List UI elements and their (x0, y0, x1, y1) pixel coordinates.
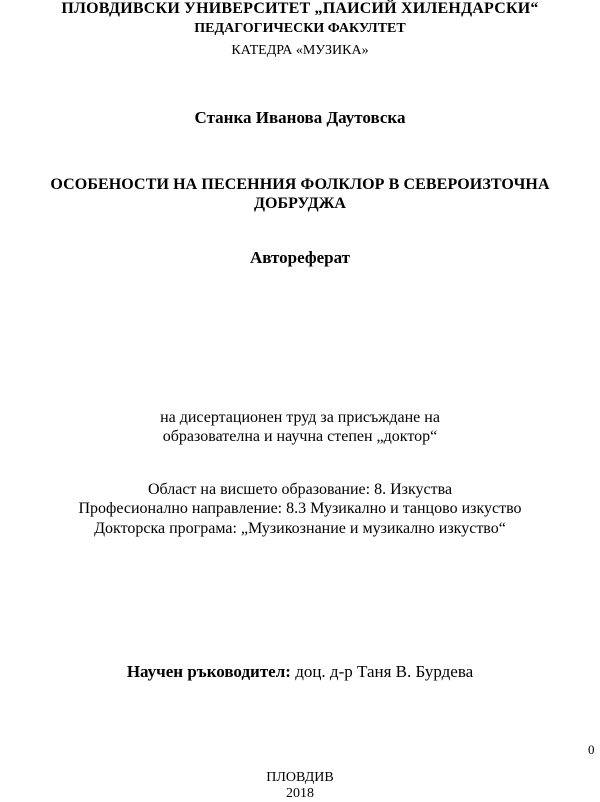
supervisor-line (0, 662, 600, 682)
department-name: КАТЕДРА «МУЗИКА» (231, 43, 369, 58)
university-name: ПЛОВДИВСКИ УНИВЕРСИТЕТ „ПАИСИЙ ХИЛЕНДАРСКИ“ (61, 0, 539, 17)
author-name: Станка Иванова Даутовска (194, 108, 406, 127)
footer-city: ПЛОВДИВ (266, 770, 334, 785)
thesis-title-line-2: ДОБРУДЖА (254, 195, 346, 212)
page-number: 0 (588, 742, 595, 757)
supervisor-name: доц. д-р Таня В. Бурдева (290, 662, 474, 681)
field-program: Докторска програма: „Музикознание и музикално изкуство“ (94, 520, 506, 537)
description-line-1: на дисертационен труд за присъждане на (160, 409, 440, 426)
faculty-name: ПЕДАГОГИЧЕСКИ ФАКУЛТЕТ (194, 21, 406, 36)
field-area: Област на висшето образование: 8. Изкуства (147, 481, 453, 498)
description-line-2: образователна и научна степен „доктор“ (162, 428, 438, 445)
document-type: Автореферат (249, 248, 351, 267)
field-direction: Професионално направление: 8.3 Музикално и танцово изкуство (78, 500, 522, 517)
supervisor-label: Научен ръководител: (126, 662, 291, 681)
footer-year: 2018 (286, 786, 314, 801)
thesis-title-line-1: ОСОБЕНОСТИ НА ПЕСЕННИЯ ФОЛКЛОР В СЕВЕРОИЗТОЧНА (50, 176, 550, 193)
